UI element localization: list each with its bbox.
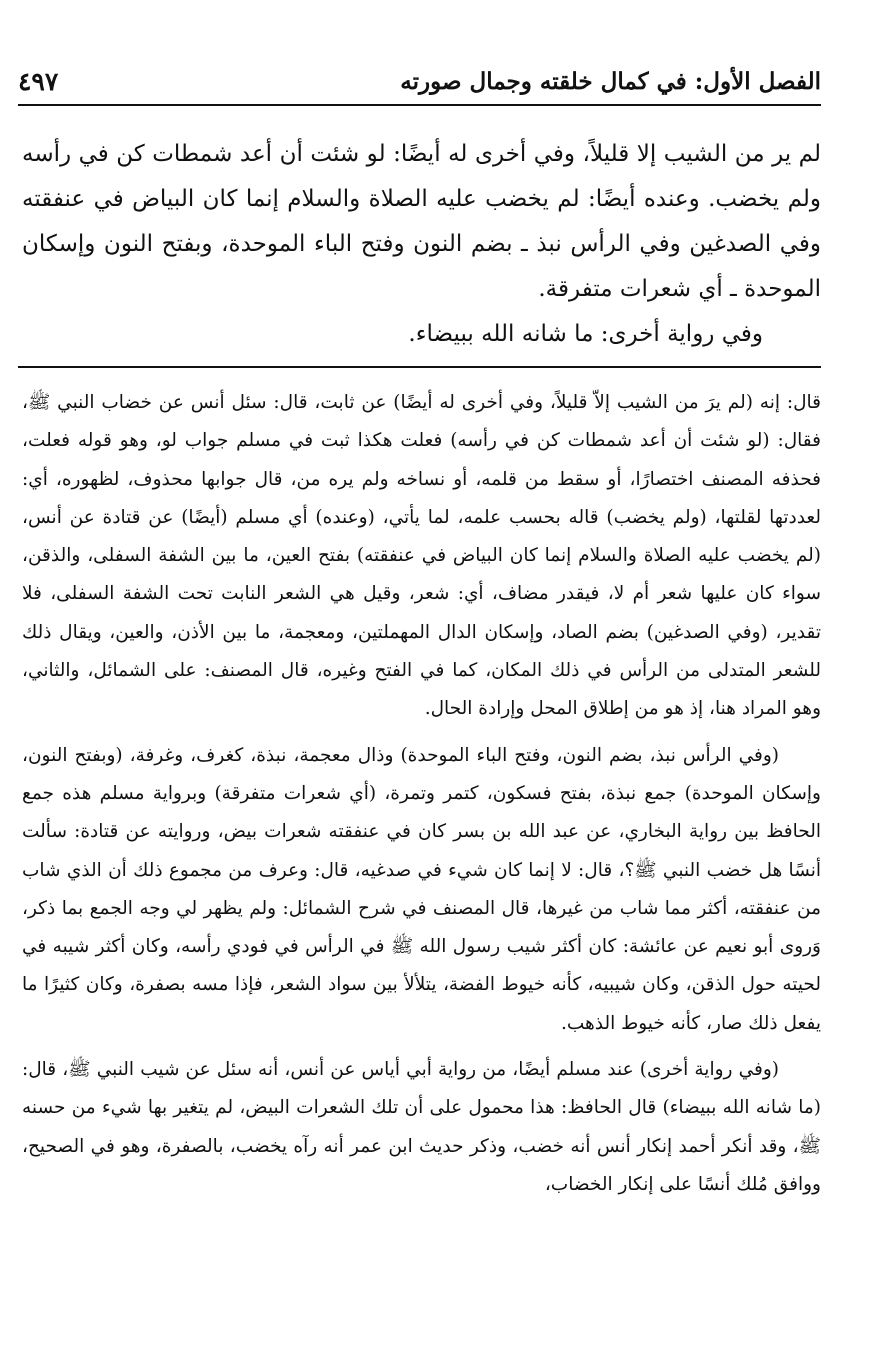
main-text-paragraph: لم ير من الشيب إلا قليلاً، وفي أخرى له أيضًا: لو شئت أن أعد شمطات كن في رأسه ولم يخضب. وعنده أيضًا: لم يخضب عليه الصلاة والسلام إنما كان البياض في عنفقته وفي الصدغين وفي الرأس نبذ ـ بضم النون وفتح الباء الموحدة، وبفتح النون وإسكان الموحدة ـ أي شعرات متفرقة. bbox=[22, 141, 821, 302]
main-text bbox=[22, 132, 821, 357]
commentary-paragraph: (وفي رواية أخرى) عند مسلم أيضًا، من رواية أبي أياس عن أنس، أنه سئل عن شيب النبي ﷺ، قال: (ما شانه الله ببيضاء) قال الحافظ: هذا محمول على أن تلك الشعرات البيض، لم يتغير بها شيء من حسنه ﷺ، وقد أنكر أحمد إنكار أنس أنه خضب، وذكر حديث ابن عمر أنه رآه يخضب، بالصفرة، وهو في الصحيح، ووافق مُلك أنسًا على إنكار الخضاب، bbox=[22, 1059, 821, 1195]
section-divider bbox=[18, 366, 821, 368]
page-number: ٤٩٧ bbox=[18, 66, 59, 96]
commentary-paragraph: قال: إنه (لم يرَ من الشيب إلاّ قليلاً، وفي أخرى له أيضًا) عن ثابت، قال: سئل أنس عن خضاب النبي ﷺ، فقال: (لو شئت أن أعد شمطات كن في رأسه) فعلت هكذا ثبت في مسلم جواب لو، وهو قوله فعلت، فحذفه المصنف اختصارًا، أو سقط من قلمه، أو نساخه ولم يره من، قال جوابها محذوف، لظهوره، أي: لعددتها لقلتها، (ولم يخضب) قاله بحسب علمه، لما يأتي، (وعنده) أي مسلم (أيضًا) عن قتادة عن أنس، (لم يخضب عليه الصلاة والسلام إنما كان البياض في عنفقته) بفتح العين، ما بين الشفة السفلى، والذقن، سواء كان عليها شعر أم لا، فيقدر مضاف، أي: شعر، وقيل هي الشعر النابت تحت الشفة السفلى، فلا تقدير، (وفي الصدغين) بضم الصاد، وإسكان الدال المهملتين، ومعجمة، ما بين الأذن، والعين، ويقال ذلك للشعر المتدلى من الرأس في ذلك المكان، كما في الفتح وغيره، قال المصنف: على الشمائل، والثاني، وهو المراد هنا، إذ هو من إطلاق المحل وإرادة الحال. bbox=[22, 392, 821, 720]
page-header bbox=[18, 58, 821, 106]
main-text-paragraph: وفي رواية أخرى: ما شانه الله ببيضاء. bbox=[408, 321, 763, 347]
commentary-text bbox=[22, 384, 821, 1204]
commentary-paragraph: (وفي الرأس نبذ، بضم النون، وفتح الباء الموحدة) وذال معجمة، نبذة، كغرف، وغرفة، (وبفتح النون، وإسكان الموحدة) جمع نبذة، بفتح فسكون، كتمر وتمرة، (أي شعرات متفرقة) وبرواية مسلم هذه جمع الحافظ بين رواية البخاري، عن عبد الله بن بسر كان في عنفقته شعرات بيض، وروايته عن قتادة: سألت أنسًا هل خضب النبي ﷺ؟، قال: لا إنما كان شيء في صدغيه، قال: وعرف من مجموع ذلك أن الذي شاب من عنفقته، أكثر مما شاب من غيرها، قال المصنف في شرح الشمائل: ولم يظهر لي وجه الجمع بما ذكر، وَروى أبو نعيم عن عائشة: كان أكثر شيب رسول الله ﷺ في الرأس في فودي رأسه، وكان أكثر شيبه في لحيته حول الذقن، وكان شيبيه، كأنه خيوط الفضة، يتلألأ بين سواد الشعر، فإذا مسه بصفرة، وكان كثيرًا ما يفعل ذلك صار، كأنه خيوط الذهب. bbox=[22, 744, 821, 1034]
running-title: الفصل الأول: في كمال خلقته وجمال صورته bbox=[400, 67, 821, 95]
